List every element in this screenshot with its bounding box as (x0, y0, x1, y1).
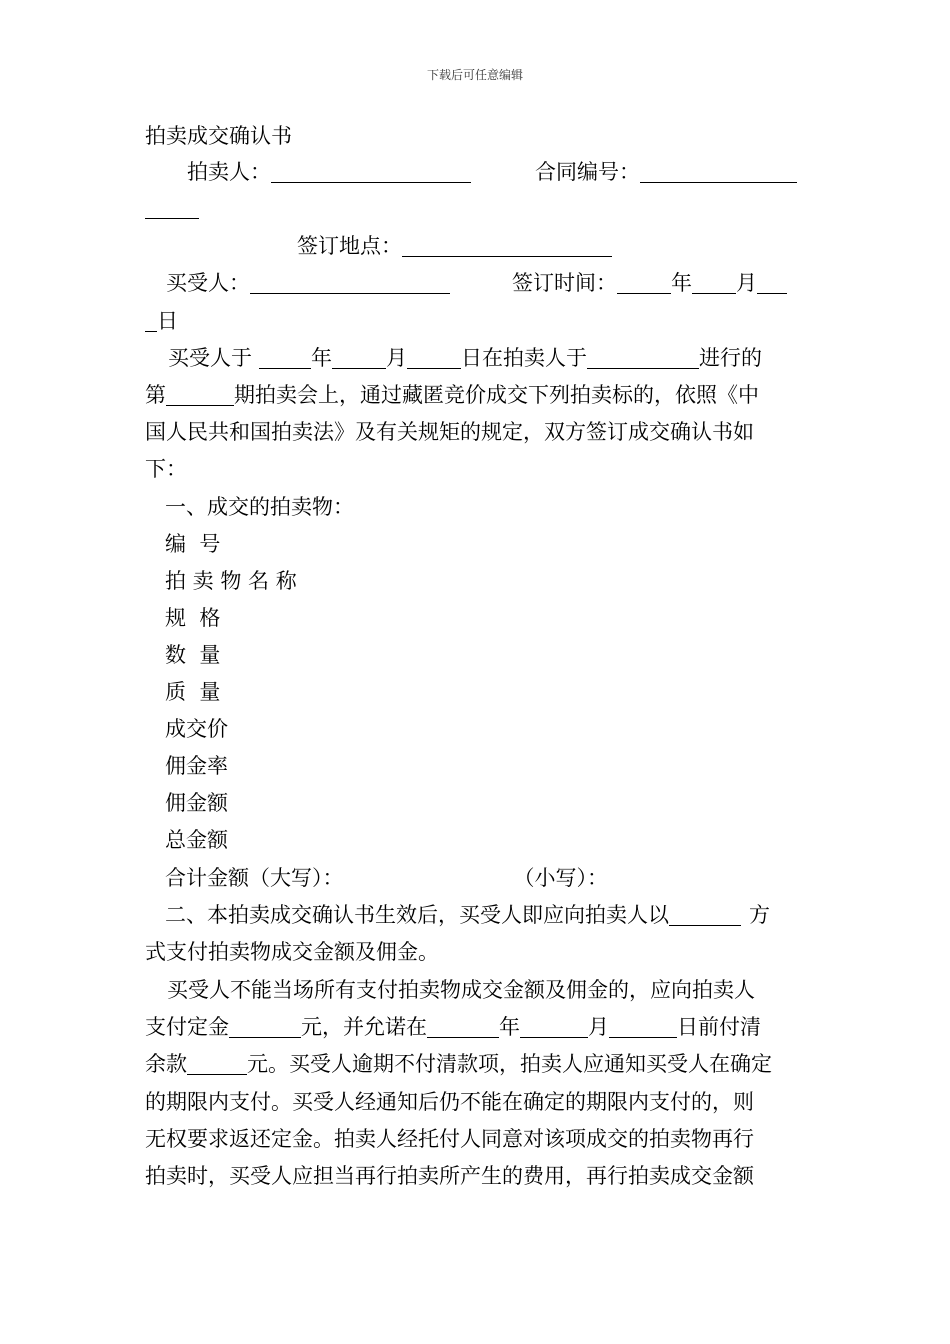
sign-day-row (145, 307, 810, 335)
intro-session-blank[interactable] (166, 383, 234, 406)
total-upper-label: 合计金额（大写）： (165, 866, 344, 890)
balance-month-label: 月 (588, 1015, 609, 1039)
place-row (145, 232, 810, 260)
item-total: 总金额 (165, 828, 228, 852)
balance-day-label: 日前付清 (677, 1015, 761, 1039)
contract-no-blank[interactable] (640, 160, 797, 183)
intro-place-blank[interactable] (587, 346, 699, 369)
sign-time-label: 签订时间： (512, 271, 617, 295)
deposit-line-1: 买受人不能当场所有支付拍卖物成交金额及佣金的，应向拍卖人 (167, 978, 755, 1002)
item-commission-amount: 佣金额 (165, 791, 228, 815)
balance-day-blank[interactable] (609, 1015, 677, 1038)
auctioneer-blank[interactable] (271, 160, 471, 183)
intro-line-1 (145, 344, 810, 372)
buyer-label: 买受人： (166, 271, 250, 295)
payment-method-blank[interactable] (669, 903, 741, 926)
deposit-text: 元，并允诺在 (301, 1015, 427, 1039)
item-name: 拍 卖 物 名 称 (165, 569, 297, 593)
balance-text: 元。买受人逾期不付清款项，拍卖人应通知买受人在确定 (247, 1052, 772, 1076)
item-number: 编 号 (165, 532, 221, 556)
item-quality: 质 量 (165, 680, 221, 704)
item-price: 成交价 (165, 717, 228, 741)
buyer-blank[interactable] (250, 271, 450, 294)
auctioneer-label: 拍卖人： (187, 160, 271, 184)
intro-year-label: 年 (311, 346, 332, 370)
intro-text: 期拍卖会上，通过藏匿竞价成交下列拍卖标的，依照《中 (234, 383, 759, 407)
intro-line-2 (145, 381, 810, 409)
sign-year-label: 年 (671, 271, 692, 295)
intro-day-blank[interactable] (407, 346, 461, 369)
item-commission-rate: 佣金率 (165, 754, 228, 778)
sign-month-label: 月 (736, 271, 757, 295)
total-lower-label: （小写）： (513, 866, 608, 890)
item-spec: 规 格 (165, 606, 221, 630)
deposit-line-2 (145, 1013, 810, 1041)
intro-text: 买受人于 (168, 346, 252, 370)
auctioneer-row (145, 158, 810, 186)
deposit-line-4: 的期限内支付。买受人经通知后仍不能在确定的期限内支付的，则 (145, 1090, 754, 1114)
intro-text-end: 进行的 (699, 346, 762, 370)
sign-year-blank[interactable] (617, 271, 671, 294)
sign-day-blank[interactable] (757, 271, 787, 294)
balance-year-label: 年 (499, 1015, 520, 1039)
intro-month-blank[interactable] (332, 346, 386, 369)
buyer-row (145, 269, 810, 297)
item-quantity: 数 量 (165, 643, 221, 667)
deposit-line-3 (145, 1050, 810, 1078)
contract-no-blank-continued[interactable] (145, 196, 199, 219)
deposit-line-5: 无权要求返还定金。拍卖人经托付人同意对该项成交的拍卖物再行 (145, 1127, 754, 1151)
deposit-label: 支付定金 (145, 1015, 229, 1039)
sign-day-blank-continued[interactable] (145, 309, 157, 332)
intro-day-label: 日在拍卖人于 (461, 346, 587, 370)
balance-month-blank[interactable] (520, 1015, 588, 1038)
balance-amount-blank[interactable] (187, 1052, 247, 1075)
sign-month-blank[interactable] (692, 271, 736, 294)
sign-day-label: 日 (157, 309, 178, 333)
balance-year-blank[interactable] (427, 1015, 499, 1038)
deposit-amount-blank[interactable] (229, 1015, 301, 1038)
intro-line-4: 下： (145, 457, 187, 481)
section1-heading: 一、成交的拍卖物： (165, 495, 354, 519)
deposit-line-6: 拍卖时，买受人应担当再行拍卖所产生的费用，再行拍卖成交金额 (145, 1164, 754, 1188)
section2-text-end: 方 (749, 903, 770, 927)
section2-line-1 (165, 901, 810, 929)
balance-label: 余款 (145, 1052, 187, 1076)
section2-text: 二、本拍卖成交确认书生效后，买受人即应向拍卖人以 (165, 903, 669, 927)
document-title: 拍卖成交确认书 (145, 124, 292, 148)
section2-line-2: 式支付拍卖物成交金额及佣金。 (145, 940, 439, 964)
intro-month-label: 月 (386, 346, 407, 370)
contract-no-label: 合同编号： (535, 160, 640, 184)
header-note: 下载后可任意编辑 (426, 68, 523, 82)
place-blank[interactable] (402, 234, 612, 257)
total-amount-row (165, 864, 830, 892)
contract-no-continue-row (145, 194, 810, 222)
intro-line-3: 国人民共和国拍卖法》及有关规矩的规定，双方签订成交确认书如 (145, 420, 754, 444)
intro-year-blank[interactable] (259, 346, 311, 369)
intro-session-prefix: 第 (145, 383, 166, 407)
place-label: 签订地点： (297, 234, 402, 258)
